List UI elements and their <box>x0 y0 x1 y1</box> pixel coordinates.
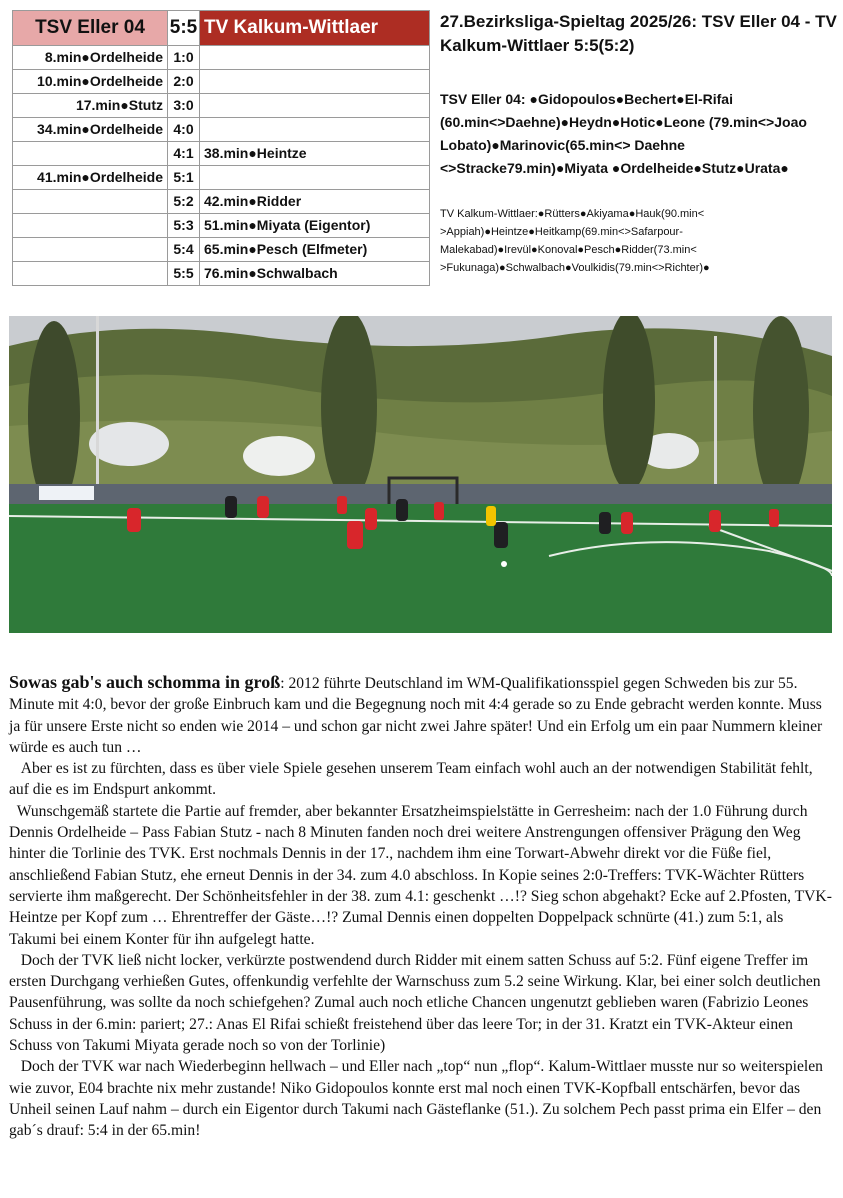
article-paragraph: Doch der TVK ließ nicht locker, verkürzte postwendend durch Ridder mit einem satten Schuss auf 5:2. Fünf eigene Treffer im ersten Durchgang verhießen Gutes, offenkundig verfehlte der Warnschuss zum 5.2 seine Wirkung. Klar, bei einer solch deutlichen Pausenführung, was sollte da noch schiefgehen? Zumal auch noch etliche Chancen ungenutzt geblieben waren (Fabrizio Leones Schuss in der 6.min: pariert; 27.: Anas El Rifai schießt freistehend über das leere Tor; in der 31. Kratzt ein TVK-Akteur einen Schuss von Takumi Miyata gerade noch so von der Torlinie) <box>9 951 825 1055</box>
match-title: 27.Bezirksliga-Spieltag 2025/26: TSV Eller 04 - TV Kalkum-Wittlaer 5:5(5:2) <box>440 12 837 55</box>
home-team-name: TSV Eller 04 <box>13 11 168 46</box>
home-goal: 10.min●Ordelheide <box>13 70 168 94</box>
away-goal <box>200 94 430 118</box>
away-goal: 65.min●Pesch (Elfmeter) <box>200 238 430 262</box>
score-table-header <box>13 11 430 46</box>
away-goal <box>200 166 430 190</box>
running-score: 3:0 <box>168 94 200 118</box>
home-goal <box>13 238 168 262</box>
goal-row <box>13 238 430 262</box>
home-goal: 17.min●Stutz <box>13 94 168 118</box>
away-goal: 76.min●Schwalbach <box>200 262 430 286</box>
article <box>9 672 834 1142</box>
home-goal: 34.min●Ordelheide <box>13 118 168 142</box>
home-goal <box>13 214 168 238</box>
goal-row <box>13 70 430 94</box>
article-paragraph <box>9 672 834 758</box>
goal-row <box>13 46 430 70</box>
article-intro-text: : 2012 führte Deutschland im WM-Qualifikationsspiel gegen Schweden bis zur 55. Minute mit 4:0, bevor der große Einbruch kam und die Begegnung noch mit 4:4 gerade so zu Ende gebracht werden konnte. Muss ja für unsere Erste nicht so enden wie 2014 – und schon gar nicht zwei Jahre später! Und ein Erfolg um ein paar Nummern kleiner würde es auch tun … <box>9 675 823 756</box>
away-goal: 38.min●Heintze <box>200 142 430 166</box>
match-photo <box>9 316 832 633</box>
away-goal <box>200 46 430 70</box>
home-goal <box>13 142 168 166</box>
home-goal <box>13 262 168 286</box>
running-score: 5:5 <box>168 262 200 286</box>
away-goal <box>200 70 430 94</box>
running-score: 5:3 <box>168 214 200 238</box>
home-goal: 41.min●Ordelheide <box>13 166 168 190</box>
running-score: 5:2 <box>168 190 200 214</box>
goal-row <box>13 262 430 286</box>
home-lineup: TSV Eller 04: ●Gidopoulos●Bechert●El-Rifai (60.min<>Daehne)●Heydn●Hotic●Leone (79.min<>Joao Lobato)●Marinovic(65.min<> Daehne <>Stracke79.min)●Miyata ●Ordelheide●Stutz●Urata● <box>440 91 807 176</box>
away-lineup: TV Kalkum-Wittlaer:●Rütters●Akiyama●Hauk(90.min< >Appiah)●Heintze●Heitkamp(69.min<>Safarpour-Malekabad)●Irevül●Konoval●Pesch●Ridder(73.min< >Fukunaga)●Schwalbach●Voulkidis(79.min<>Richter)● <box>440 208 710 274</box>
score-table <box>12 10 430 286</box>
running-score: 2:0 <box>168 70 200 94</box>
goal-row <box>13 190 430 214</box>
running-score: 4:1 <box>168 142 200 166</box>
article-paragraph: Wunschgemäß startete die Partie auf fremder, aber bekannter Ersatzheimspielstätte in Gerresheim: nach der 1.0 Führung durch Dennis Ordelheide – Pass Fabian Stutz - nach 8 Minuten fanden noch drei weitere Anstrengungen offensiver Prägung den Weg hinter die Torlinie des TVK. Erst nochmals Dennis in der 17., nachdem ihm eine Torwart-Abwehr direkt vor die Füße fiel, anschließend Fabian Stutz, ehe erneut Dennis in der 34. zum 4.0 abschloss. In Kopie seines 2:0-Treffers: TVK-Wächter Rütters servierte ihm maßgerecht. Der Schönheitsfehler in der 38. zum 4.1: geschenkt …!? Sieg schon abgehakt? Ecke auf 2.Pfosten, TVK-Heintze per Kopf zum … Ehrentreffer der Gäste…!? Zumal Dennis einen doppelten Doppelpack schnürte (41.) zum 5:1, als Takumi bei einem Konter für ihn aufgelegt hatte. <box>9 802 832 948</box>
article-paragraph: Aber es ist zu fürchten, dass es über viele Spiele gesehen unserem Team einfach wohl auch an der notwendigen Stabilität fehlt, auf die es im Endspurt ankommt. <box>9 760 817 799</box>
goal-row <box>13 118 430 142</box>
goal-row <box>13 142 430 166</box>
away-goal <box>200 118 430 142</box>
away-team-name: TV Kalkum-Wittlaer <box>200 11 430 46</box>
home-goal: 8.min●Ordelheide <box>13 46 168 70</box>
football-field-illustration <box>9 316 832 633</box>
goal-row <box>13 94 430 118</box>
article-paragraph: Doch der TVK war nach Wiederbeginn hellwach – und Eller nach „top“ nun „flop“. Kalum-Wittlaer musste nur so weiterspielen wie zuvor, E04 brachte nix mehr zustande! Niko Gidopoulos konnte erst mal noch einen TVK-Kopfball entschärfen, bevor das Unheil seinen Lauf nahm – durch ein Eigentor durch Takumi nach Gästeflanke (51.). Zu solchem Pech passt prima ein Elfer – den gab´s drauf: 5:4 in der 65.min! <box>9 1058 827 1140</box>
running-score: 5:1 <box>168 166 200 190</box>
running-score: 1:0 <box>168 46 200 70</box>
home-goal <box>13 190 168 214</box>
running-score: 4:0 <box>168 118 200 142</box>
goal-row <box>13 166 430 190</box>
away-goal: 42.min●Ridder <box>200 190 430 214</box>
goal-row <box>13 214 430 238</box>
article-headline: Sowas gab's auch schomma in groß <box>9 672 281 692</box>
final-score: 5:5 <box>168 11 200 46</box>
running-score: 5:4 <box>168 238 200 262</box>
away-goal: 51.min●Miyata (Eigentor) <box>200 214 430 238</box>
